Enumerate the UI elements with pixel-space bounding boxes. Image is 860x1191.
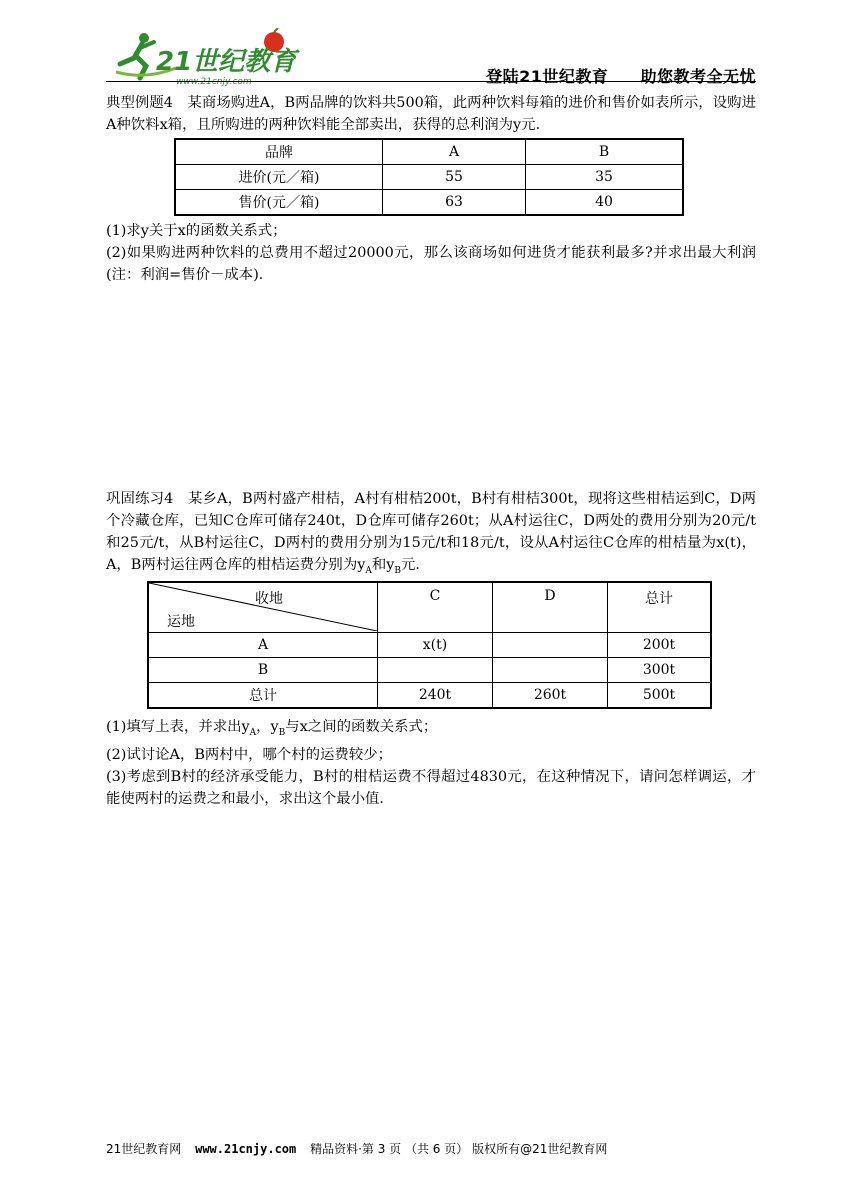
table-header-cell: A [383, 139, 526, 165]
footer-page-info: 精品资料·第 3 页 （共 6 页） 版权所有@21世纪教育网 [310, 1142, 608, 1156]
table-header-cell: B [526, 139, 684, 165]
example4-q1: (1)求y关于x的函数关系式； [106, 223, 287, 239]
table-header-cell: D [493, 582, 608, 633]
corner-bottom-label: 运地 [167, 614, 195, 630]
table-row [175, 139, 683, 165]
table-cell: 500t [608, 683, 712, 709]
slogan-2: 助您教考全无忧 [640, 67, 756, 86]
table-header-cell: C [378, 582, 493, 633]
logo-text: 21世纪教育 [156, 47, 297, 77]
example4-questions [106, 220, 756, 286]
practice4-q3: (3)考虑到B村的经济承受能力，B村的柑桔运费不得超过4830元，在这种情况下，请问怎样调运，才能使两村的运费之和最小，求出这个最小值． [106, 768, 756, 807]
table-cell: 55 [383, 165, 526, 190]
table-row [148, 683, 711, 709]
price-table [174, 138, 684, 216]
transport-table [147, 581, 712, 709]
slogan-1: 登陆21世纪教育 [486, 67, 609, 86]
footer-site: 21世纪教育网 [106, 1142, 182, 1156]
practice4-q1: (1)填写上表，并求出$y_A$，$y_B$与x之间的函数关系式； [106, 719, 438, 738]
table-cell: 35 [526, 165, 684, 190]
table-row [148, 658, 711, 683]
table-cell [493, 658, 608, 683]
table-cell: 63 [383, 190, 526, 216]
table-cell: 260t [493, 683, 608, 709]
example4-intro: 典型例题4 某商场购进A，B两品牌的饮料共500箱，此两种饮料每箱的进价和售价如表所示，设购进A种饮料x箱，且所购进的两种饮料能全部卖出，获得的总利润为y元． [106, 95, 756, 133]
page-footer [106, 1140, 756, 1157]
practice4-q2: (2)试讨论A，B两村中，哪个村的运费较少； [106, 746, 392, 763]
table-cell: A [148, 633, 378, 658]
table-cell: 40 [526, 190, 684, 216]
table-cell [378, 658, 493, 683]
footer-url[interactable]: www.21cnjy.com [195, 1142, 297, 1156]
table-cell [493, 633, 608, 658]
table-row [175, 165, 683, 190]
header-divider [106, 81, 756, 82]
example4-q2: (2)如果购进两种饮料的总费用不超过20000元，那么该商场如何进货才能获利最多?并求出最大利润(注：利润=售价－成本)． [106, 245, 756, 283]
table-row [148, 582, 711, 633]
table-header-cell: 总计 [608, 582, 712, 633]
table-cell: 200t [608, 633, 712, 658]
page-header [106, 18, 756, 87]
table-row [175, 190, 683, 216]
table-cell: 售价(元／箱) [175, 190, 383, 216]
table-cell: B [148, 658, 378, 683]
table-cell: 进价(元／箱) [175, 165, 383, 190]
corner-top-label: 收地 [255, 591, 283, 607]
logo-url: www.21cnjy.com [176, 77, 252, 87]
table-cell: 300t [608, 658, 712, 683]
header-slogan [486, 64, 756, 87]
table-row [148, 633, 711, 658]
table-cell: 240t [378, 683, 493, 709]
site-logo [106, 28, 306, 88]
table-header-cell: 品牌 [175, 139, 383, 165]
table-cell: x(t) [378, 633, 493, 658]
table-cell: 总计 [148, 683, 378, 709]
diagonal-header-cell [148, 582, 378, 633]
practice4-intro: 巩固练习4 某乡A，B两村盛产柑桔，A村有柑桔200t，B村有柑桔300t，现将这些柑桔运到C，D两个冷藏仓库，已知C仓库可储存240t，D仓库可储存260t；从A村运往C，D两处的费用分别为20元/t和25元/t，从B村运往C，D两村的费用分别为15元/t和18元/t，设从A村运往C仓库的柑桔量为x(t)，A，B两村运往两仓库的柑桔运费分别为$y_A$和$y_B$元． [106, 491, 756, 576]
practice4-questions [106, 716, 756, 810]
